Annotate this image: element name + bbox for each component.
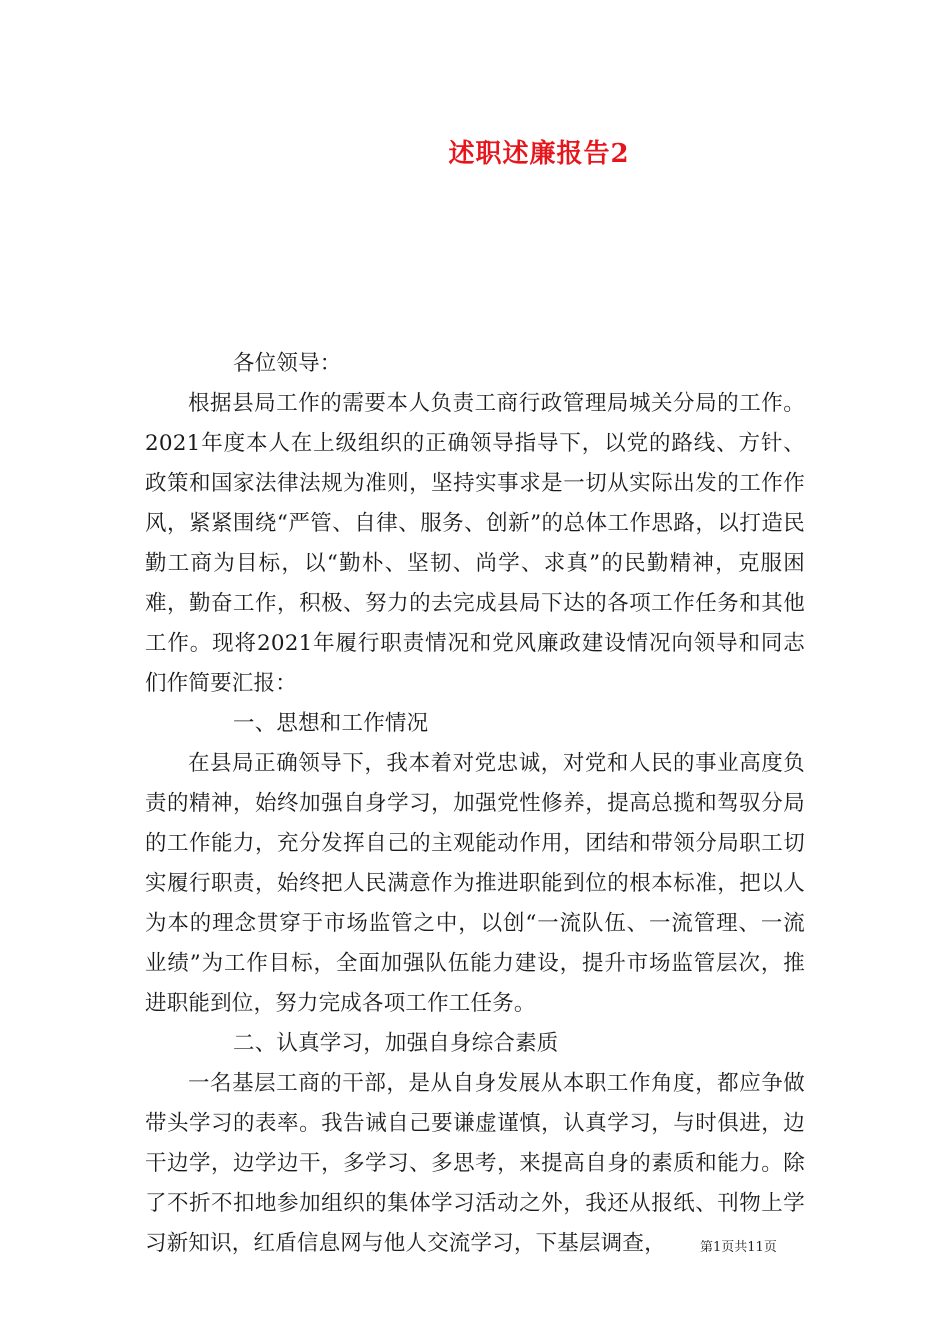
section-heading-1: 一、思想和工作情况 <box>233 711 429 736</box>
paragraph-work-situation: 在县局正确领导下，我本着对党忠诚，对党和人民的事业高度负责的精神，始终加强自身学习，加强党性修养，提高总揽和驾驭分局的工作能力，充分发挥自己的主观能动作用，团结和带领分局职工切实履行职责，始终把人民满意作为推进职能到位的根本标准，把以人为本的理念贯穿于市场监管之中，以创“一流队伍、一流管理、一流业绩”为工作目标，全面加强队伍能力建设，提升市场监管层次，推进职能到位，努力完成各项工作工任务。 <box>145 751 805 1016</box>
paragraph-study: 一名基层工商的干部，是从自身发展从本职工作角度，都应争做带头学习的表率。我告诫自己要谦虚谨慎，认真学习，与时俱进，边干边学，边学边干，多学习、多思考，来提高自身的素质和能力。除了不折不扣地参加组织的集体学习活动之外，我还从报纸、刊物上学习新知识，红盾信息网与他人交流学习，下基层调查， <box>145 1071 805 1256</box>
document-title: 述职述廉报告2 <box>448 139 630 169</box>
section-heading-2: 二、认真学习，加强自身综合素质 <box>233 1031 559 1056</box>
paragraph-intro: 根据县局工作的需要本人负责工商行政管理局城关分局的工作。2021年度本人在上级组织的正确领导指导下，以党的路线、方针、政策和国家法律法规为准则，坚持实事求是一切从实际出发的工作作风，紧紧围绕“严管、自律、服务、创新”的总体工作思路，以打造民勤工商为目标，以“勤朴、坚韧、尚学、求真”的民勤精神，克服困难，勤奋工作，积极、努力的去完成县局下达的各项工作任务和其他工作。现将2021年履行职责情况和党风廉政建设情况向领导和同志们作简要汇报： <box>145 391 805 696</box>
page-number-footer: 第1页共11页 <box>700 1240 777 1255</box>
greeting: 各位领导： <box>233 351 342 376</box>
document-body <box>145 344 805 1264</box>
